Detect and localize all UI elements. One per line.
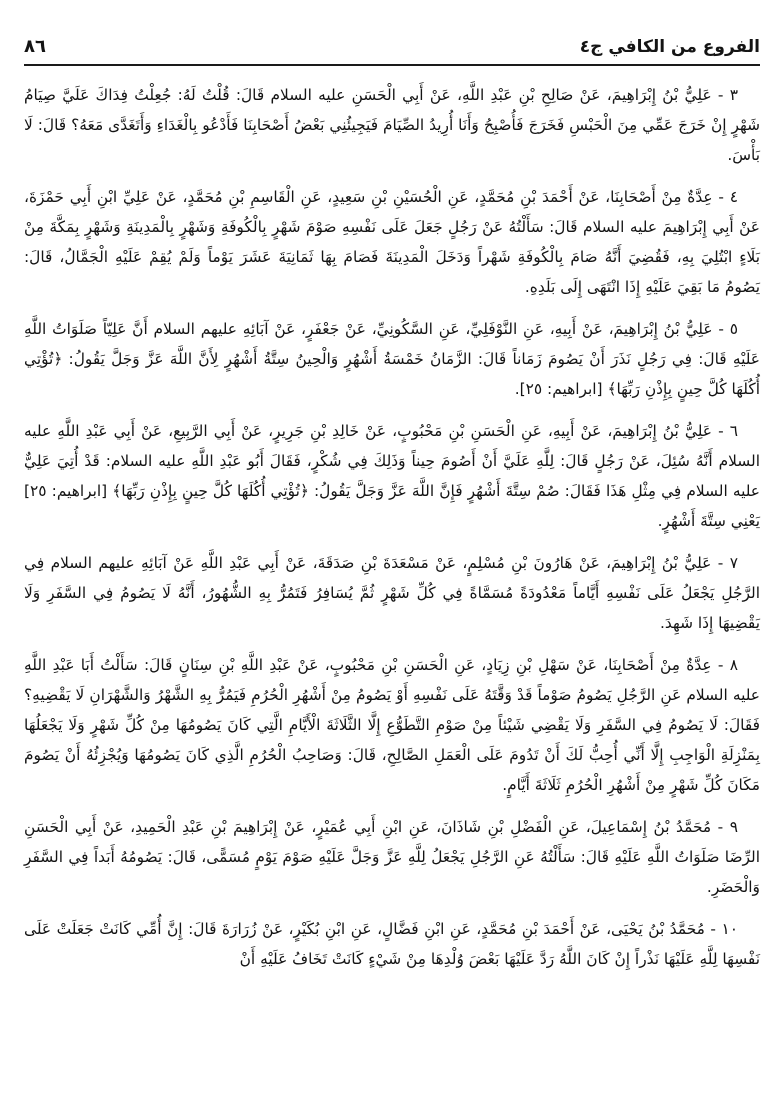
hadith-paragraph: ١٠ - مُحَمَّدُ بْنُ يَحْيَى، عَنْ أَحْمَدَ بْنِ مُحَمَّدٍ، عَنِ ابْنِ فَضَّالٍ، عَنِ ابْنِ بُكَيْرٍ، عَنْ زُرَارَةَ قَالَ: إِنَّ أُمِّي كَانَتْ جَعَلَتْ عَلَى نَفْسِهَا لِلَّهِ عَلَيْهَا نَذْراً إِنْ كَانَ اللَّهُ رَدَّ عَلَيْهَا بَعْضَ وُلْدِهَا مِنْ شَيْءٍ كَانَتْ تَخَافُ عَلَيْهِ أَنْ [24, 920, 760, 968]
hadith-paragraph: ٩ - مُحَمَّدُ بْنُ إِسْمَاعِيلَ، عَنِ الْفَضْلِ بْنِ شَاذَانَ، عَنِ ابْنِ أَبِي عُمَيْرٍ، عَنْ إِبْرَاهِيمَ بْنِ عَبْدِ الْحَمِيدِ، عَنْ أَبِي الْحَسَنِ الرِّضَا صَلَوَاتُ اللَّهِ عَلَيْهِ قَالَ: سَأَلْتُهُ عَنِ الرَّجُلِ يَجْعَلُ لِلَّهِ عَزَّ وَجَلَّ عَلَيْهِ صَوْمَ يَوْمٍ مُسَمًّى، قَالَ: يَصُومُهُ أَبَداً فِي السَّفَرِ وَالْحَضَرِ. [24, 818, 760, 896]
document-page [24, 28, 760, 1103]
hadith-paragraph: ٨ - عِدَّةٌ مِنْ أَصْحَابِنَا، عَنْ سَهْلِ بْنِ زِيَادٍ، عَنِ الْحَسَنِ بْنِ مَحْبُوبٍ، عَنْ عَبْدِ اللَّهِ بْنِ سِنَانٍ قَالَ: سَأَلْتُ أَبَا عَبْدِ اللَّهِ عليه السلام عَنِ الرَّجُلِ يَصُومُ صَوْماً قَدْ وَقَّتَهُ عَلَى نَفْسِهِ أَوْ يَصُومُ مِنْ أَشْهُرِ الْحُرُمِ فَيَمُرُّ بِهِ الشَّهْرُ وَالشَّهْرَانِ لَا يَقْضِيهِ؟ فَقَالَ: لَا يَصُومُ فِي السَّفَرِ وَلَا يَقْضِي شَيْئاً مِنْ صَوْمِ التَّطَوُّعِ إِلَّا الثَّلَاثَةَ الْأَيَّامِ الَّتِي كَانَ يَصُومُهَا مِنْ كُلِّ شَهْرٍ وَلَا يَجْعَلُهَا بِمَنْزِلَةِ الْوَاجِبِ إِلَّا أَنِّي أُحِبُّ لَكَ أَنْ تَدُومَ عَلَى الْعَمَلِ الصَّالِحِ، قَالَ: وَصَاحِبُ الْحُرُمِ الَّذِي كَانَ يَصُومُهَا وَيُجْزِئُهُ أَنْ يَصُومَ مَكَانَ كُلِّ شَهْرٍ مِنْ أَشْهُرِ الْحُرُمِ ثَلَاثَةَ أَيَّامٍ. [24, 656, 760, 794]
page-header [24, 28, 760, 66]
hadith-paragraph: ٥ - عَلِيُّ بْنُ إِبْرَاهِيمَ، عَنْ أَبِيهِ، عَنِ النَّوْفَلِيِّ، عَنِ السَّكُونِيِّ، عَنْ جَعْفَرٍ، عَنْ آبَائِهِ عليهم السلام أَنَّ عَلِيّاً صَلَوَاتُ اللَّهِ عَلَيْهِ قَالَ: فِي رَجُلٍ نَذَرَ أَنْ يَصُومَ زَمَاناً قَالَ: الزَّمَانُ خَمْسَةُ أَشْهُرٍ وَالْحِينُ سِتَّةُ أَشْهُرٍ لِأَنَّ اللَّهَ عَزَّ وَجَلَّ يَقُولُ: ﴿تُؤْتِي أُكُلَهَا كُلَّ حِينٍ بِإِذْنِ رَبِّهَا﴾ [ابراهيم: ٢٥]. [24, 320, 760, 398]
hadith-paragraph: ٤ - عِدَّةٌ مِنْ أَصْحَابِنَا، عَنْ أَحْمَدَ بْنِ مُحَمَّدٍ، عَنِ الْحُسَيْنِ بْنِ سَعِيدٍ، عَنِ الْقَاسِمِ بْنِ مُحَمَّدٍ، عَنْ عَلِيِّ ابْنِ أَبِي حَمْزَةَ، عَنْ أَبِي إِبْرَاهِيمَ عليه السلام قَالَ: سَأَلْتُهُ عَنْ رَجُلٍ جَعَلَ عَلَى نَفْسِهِ صَوْمَ شَهْرٍ بِالْكُوفَةِ وَشَهْرٍ بِالْمَدِينَةِ وَشَهْرٍ بِمَكَّةَ مِنْ بَلَاءٍ ابْتُلِيَ بِهِ، فَقُضِيَ أَنَّهُ صَامَ بِالْكُوفَةِ شَهْراً وَدَخَلَ الْمَدِينَةَ فَصَامَ بِهَا ثَمَانِيَةَ عَشَرَ يَوْماً وَلَمْ يُقِمْ عَلَيْهِ الْجَمَّالُ، قَالَ: يَصُومُ مَا بَقِيَ عَلَيْهِ إِذَا انْتَهَى إِلَى بَلَدِهِ. [24, 188, 760, 296]
page-number: ٨٦ [24, 36, 46, 57]
hadith-list [24, 80, 760, 974]
running-title: الفروع من الكافي ج٤ [579, 37, 760, 57]
hadith-paragraph: ٦ - عَلِيُّ بْنُ إِبْرَاهِيمَ، عَنْ أَبِيهِ، عَنِ الْحَسَنِ بْنِ مَحْبُوبٍ، عَنْ خَالِدِ بْنِ جَرِيرٍ، عَنْ أَبِي الرَّبِيعِ، عَنْ أَبِي عَبْدِ اللَّهِ عليه السلام أَنَّهُ سُئِلَ، عَنْ رَجُلٍ قَالَ: لِلَّهِ عَلَيَّ أَنْ أَصُومَ حِيناً وَذَلِكَ فِي شُكْرٍ، فَقَالَ أَبُو عَبْدِ اللَّهِ عليه السلام: قَدْ أُتِيَ عَلِيٌّ عليه السلام فِي مِثْلِ هَذَا فَقَالَ: صُمْ سِتَّةَ أَشْهُرٍ فَإِنَّ اللَّهَ عَزَّ وَجَلَّ يَقُولُ: ﴿تُؤْتِي أُكُلَهَا كُلَّ حِينٍ بِإِذْنِ رَبِّهَا﴾ [ابراهيم: ٢٥] يَعْنِي سِتَّةَ أَشْهُرٍ. [24, 422, 760, 530]
hadith-paragraph: ٣ - عَلِيُّ بْنُ إِبْرَاهِيمَ، عَنْ صَالِحِ بْنِ عَبْدِ اللَّهِ، عَنْ أَبِي الْحَسَنِ عليه السلام قَالَ: قُلْتُ لَهُ: جُعِلْتُ فِدَاكَ عَلَيَّ صِيَامُ شَهْرٍ إِنْ خَرَجَ عَمِّي مِنَ الْحَبْسِ فَخَرَجَ فَأُصْبِحُ وَأَنَا أُرِيدُ الصِّيَامَ فَيَجِيئُنِي بَعْضُ أَصْحَابِنَا فَأَدْعُو بِالْغَدَاءِ وَأَتَغَدَّى مَعَهُ؟ قَالَ: لَا بَأْسَ. [24, 86, 760, 164]
hadith-paragraph: ٧ - عَلِيُّ بْنُ إِبْرَاهِيمَ، عَنْ هَارُونَ بْنِ مُسْلِمٍ، عَنْ مَسْعَدَةَ بْنِ صَدَقَةَ، عَنْ أَبِي عَبْدِ اللَّهِ عَنْ آبَائِهِ عليهم السلام فِي الرَّجُلِ يَجْعَلُ عَلَى نَفْسِهِ أَيَّاماً مَعْدُودَةً مُسَمَّاةً فِي كُلِّ شَهْرٍ ثُمَّ يُسَافِرُ فَتَمُرُّ بِهِ الشُّهُورُ، أَنَّهُ لَا يَصُومُ فِي السَّفَرِ وَلَا يَقْضِيهَا إِذَا شَهِدَ. [24, 554, 760, 632]
